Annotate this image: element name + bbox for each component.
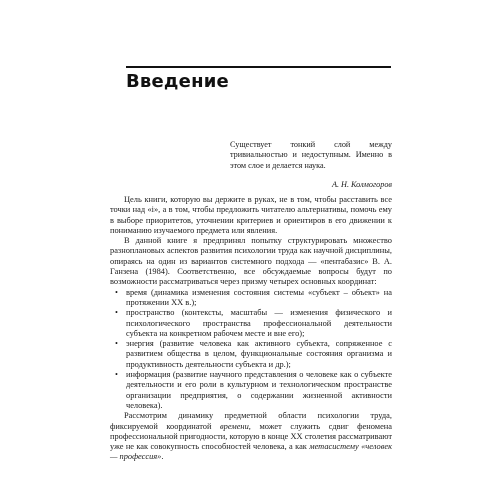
body-text <box>110 195 392 463</box>
list-item-text: информация (развитие научного представления о человеке как о субъекте деятельности и его роли в культурном и технологическом пространстве организации предприятия, о содержании жизненной активности человека). <box>126 370 392 410</box>
list-item <box>115 287 392 309</box>
paragraph-3-start: Рассмотрим динамику предметной области психологии труда, фиксируемой координатой <box>110 411 392 431</box>
coordinates-list <box>110 288 392 412</box>
bullet-icon: • <box>115 287 118 297</box>
emphasis-metasystem: метасистему «человек — профессия» <box>110 442 393 462</box>
paragraph-3-middle: , может служить сдвиг феномена профессиональной пригодности, которую в конце XX столетия рассматривают уже не как совокупность способностей человека, а как <box>110 421 392 452</box>
bullet-icon: • <box>115 339 118 349</box>
chapter-title: Введение <box>126 71 229 92</box>
list-item-text: энергия (развитие человека как активного субъекта, сопряженное с развитием общества в целом, функциональные состояния организма и продуктивность деятельности субъекта и др.); <box>126 339 392 369</box>
epigraph-text: Существует тонкий слой между тривиальностью и недоступным. Именно в этом слое и делается наука. <box>230 140 392 170</box>
emphasis-time: времени <box>220 421 249 431</box>
paragraph-2: В данной книге я предпринял попытку структурировать множество разноплановых аспектов развития психологии труда как научной дисциплины, опираясь на один из вариантов системного подхода — «пентабазис» В. А. Ганзена (1984). Соответственно, все обсуждаемые вопросы будут по возможности рассматриваться через призму четырех основных координат: <box>110 236 392 287</box>
paragraph-3 <box>110 411 392 462</box>
list-item-text: пространство (контексты, масштабы — изменения физического и психологического пространства профессиональной деятельности субъекта на конкретном рабочем месте и вне его); <box>126 308 392 338</box>
epigraph-author: А. Н. Колмогоров <box>331 180 392 189</box>
bullet-icon: • <box>115 370 118 380</box>
chapter-rule <box>126 66 391 68</box>
list-item <box>115 339 392 370</box>
list-item-text: время (динамика изменения состояния системы «субъект – объект» на протяжении XX в.); <box>126 287 392 307</box>
list-item <box>115 308 392 339</box>
paragraph-1: Цель книги, которую вы держите в руках, не в том, чтобы расставить все точки над «i», а в том, чтобы предложить читателю альтернативы, помочь ему в выборе приоритетов, уточнении критериев и ориентиров в его движении к пониманию изучаемого предмета или явления. <box>110 195 392 235</box>
paragraph-3-end: . <box>161 452 164 462</box>
list-item <box>115 370 392 411</box>
bullet-icon: • <box>115 308 118 318</box>
